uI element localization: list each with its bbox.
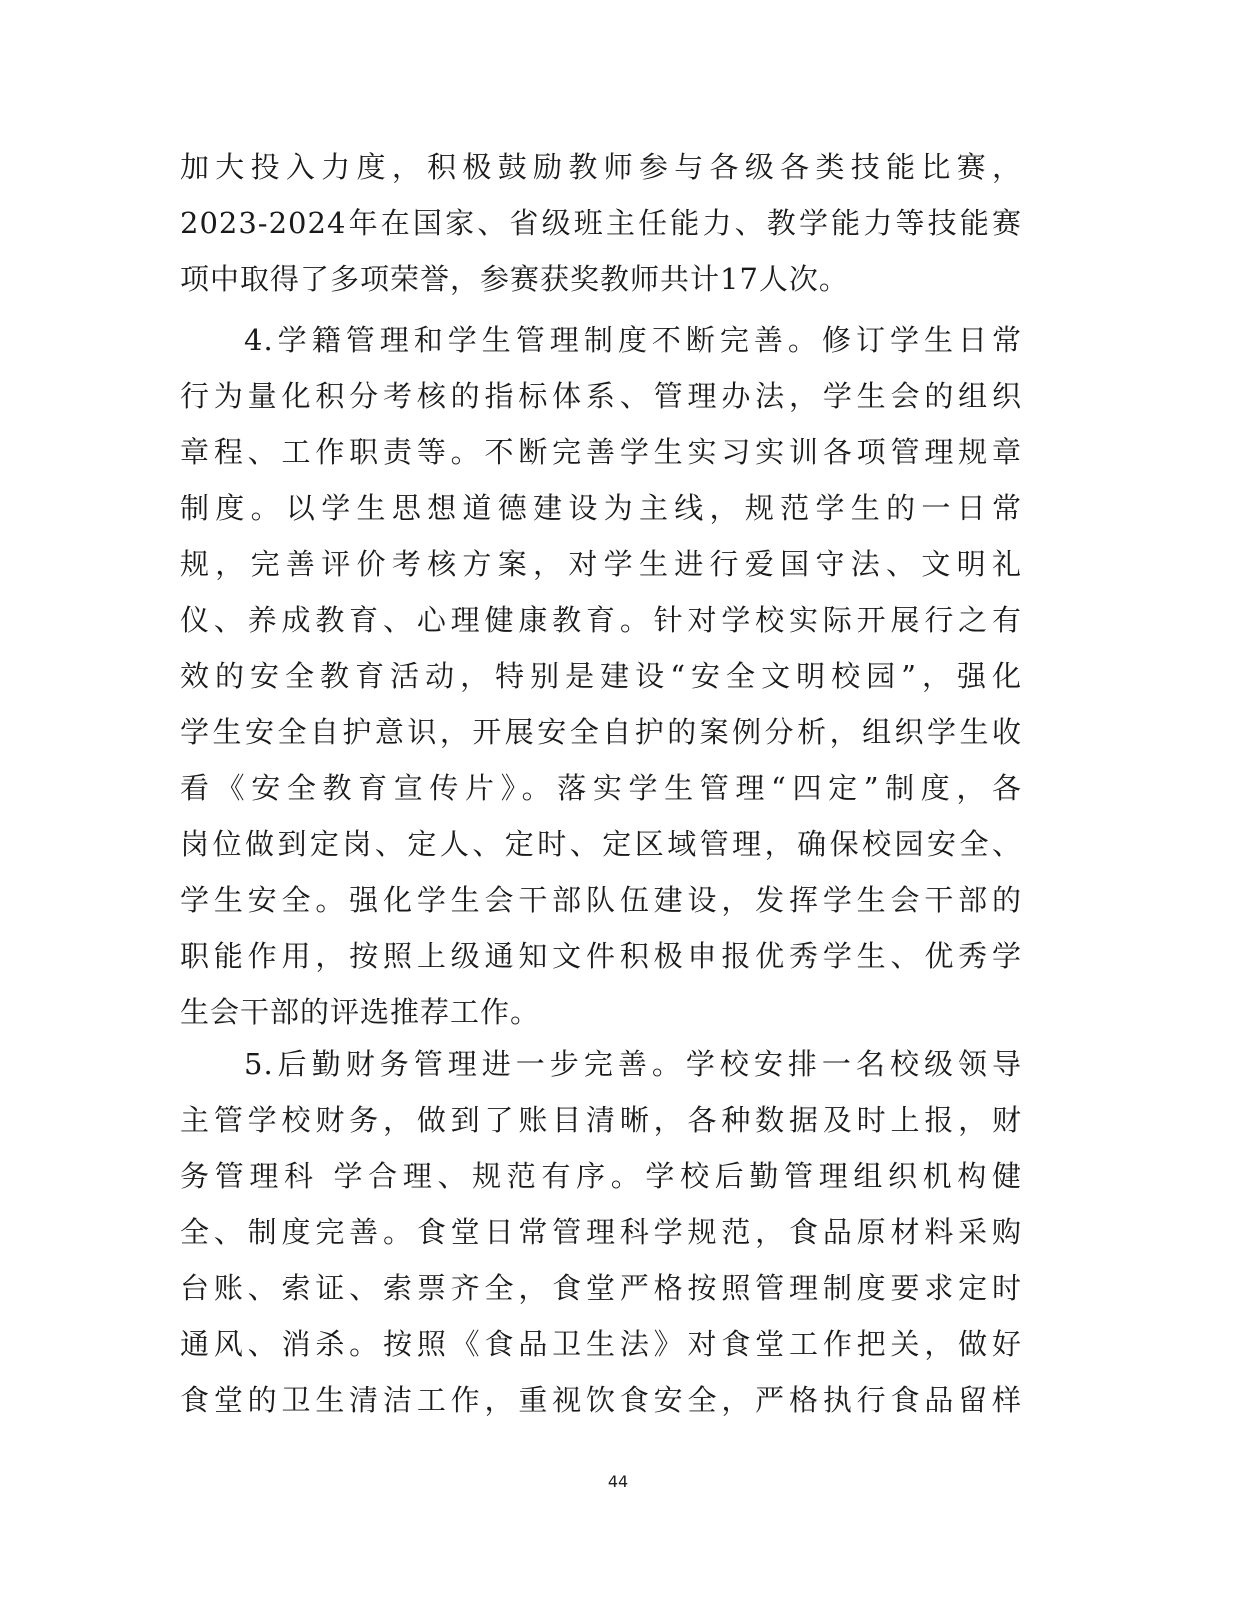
text-line: 学生安全。强化学生会干部队伍建设，发挥学生会干部的 [180,883,1022,917]
text-line: 仪、养成教育、心理健康教育。针对学校实际开展行之有 [180,603,1022,637]
text-line: 职能作用，按照上级通知文件积极申报优秀学生、优秀学 [180,939,1022,973]
text-line: 5.后勤财务管理进一步完善。学校安排一名校级领导 [244,1047,1022,1081]
text-line: 行为量化积分考核的指标体系、管理办法，学生会的组织 [180,379,1022,413]
paragraph-student-management [180,312,1022,1040]
text-line: 全、制度完善。食堂日常管理科学规范，食品原材料采购 [180,1215,1022,1249]
text-line: 台账、索证、索票齐全，食堂严格按照管理制度要求定时 [180,1271,1022,1305]
text-line: 主管学校财务，做到了账目清晰，各种数据及时上报，财 [180,1103,1022,1137]
text-line: 项中取得了多项荣誉，参赛获奖教师共计17人次。 [180,262,849,296]
text-line: 加大投入力度，积极鼓励教师参与各级各类技能比赛， [180,150,1022,184]
text-line: 通风、消杀。按照《食品卫生法》对食堂工作把关，做好 [180,1327,1022,1361]
text-line: 学生安全自护意识，开展安全自护的案例分析，组织学生收 [180,715,1022,749]
text-line: 岗位做到定岗、定人、定时、定区域管理，确保校园安全、 [180,827,1022,861]
paragraph-teacher-competitions [180,139,1022,307]
text-line: 效的安全教育活动，特别是建设“安全文明校园”，强化 [180,659,1022,693]
text-line: 4.学籍管理和学生管理制度不断完善。修订学生日常 [244,323,1022,357]
page-number: 44 [607,1472,629,1491]
text-line: 制度。以学生思想道德建设为主线，规范学生的一日常 [180,491,1022,525]
text-line: 务管理科 学合理、规范有序。学校后勤管理组织机构健 [180,1159,1022,1193]
text-line: 食堂的卫生清洁工作，重视饮食安全，严格执行食品留样 [180,1383,1022,1417]
paragraph-logistics-finance [180,1036,1022,1428]
text-line: 规，完善评价考核方案，对学生进行爱国守法、文明礼 [180,547,1022,581]
text-line: 看《安全教育宣传片》。落实学生管理“四定”制度，各 [180,771,1022,805]
text-line: 章程、工作职责等。不断完善学生实习实训各项管理规章 [180,435,1022,469]
text-line: 2023-2024年在国家、省级班主任能力、教学能力等技能赛 [180,206,1022,240]
text-line: 生会干部的评选推荐工作。 [180,995,541,1029]
